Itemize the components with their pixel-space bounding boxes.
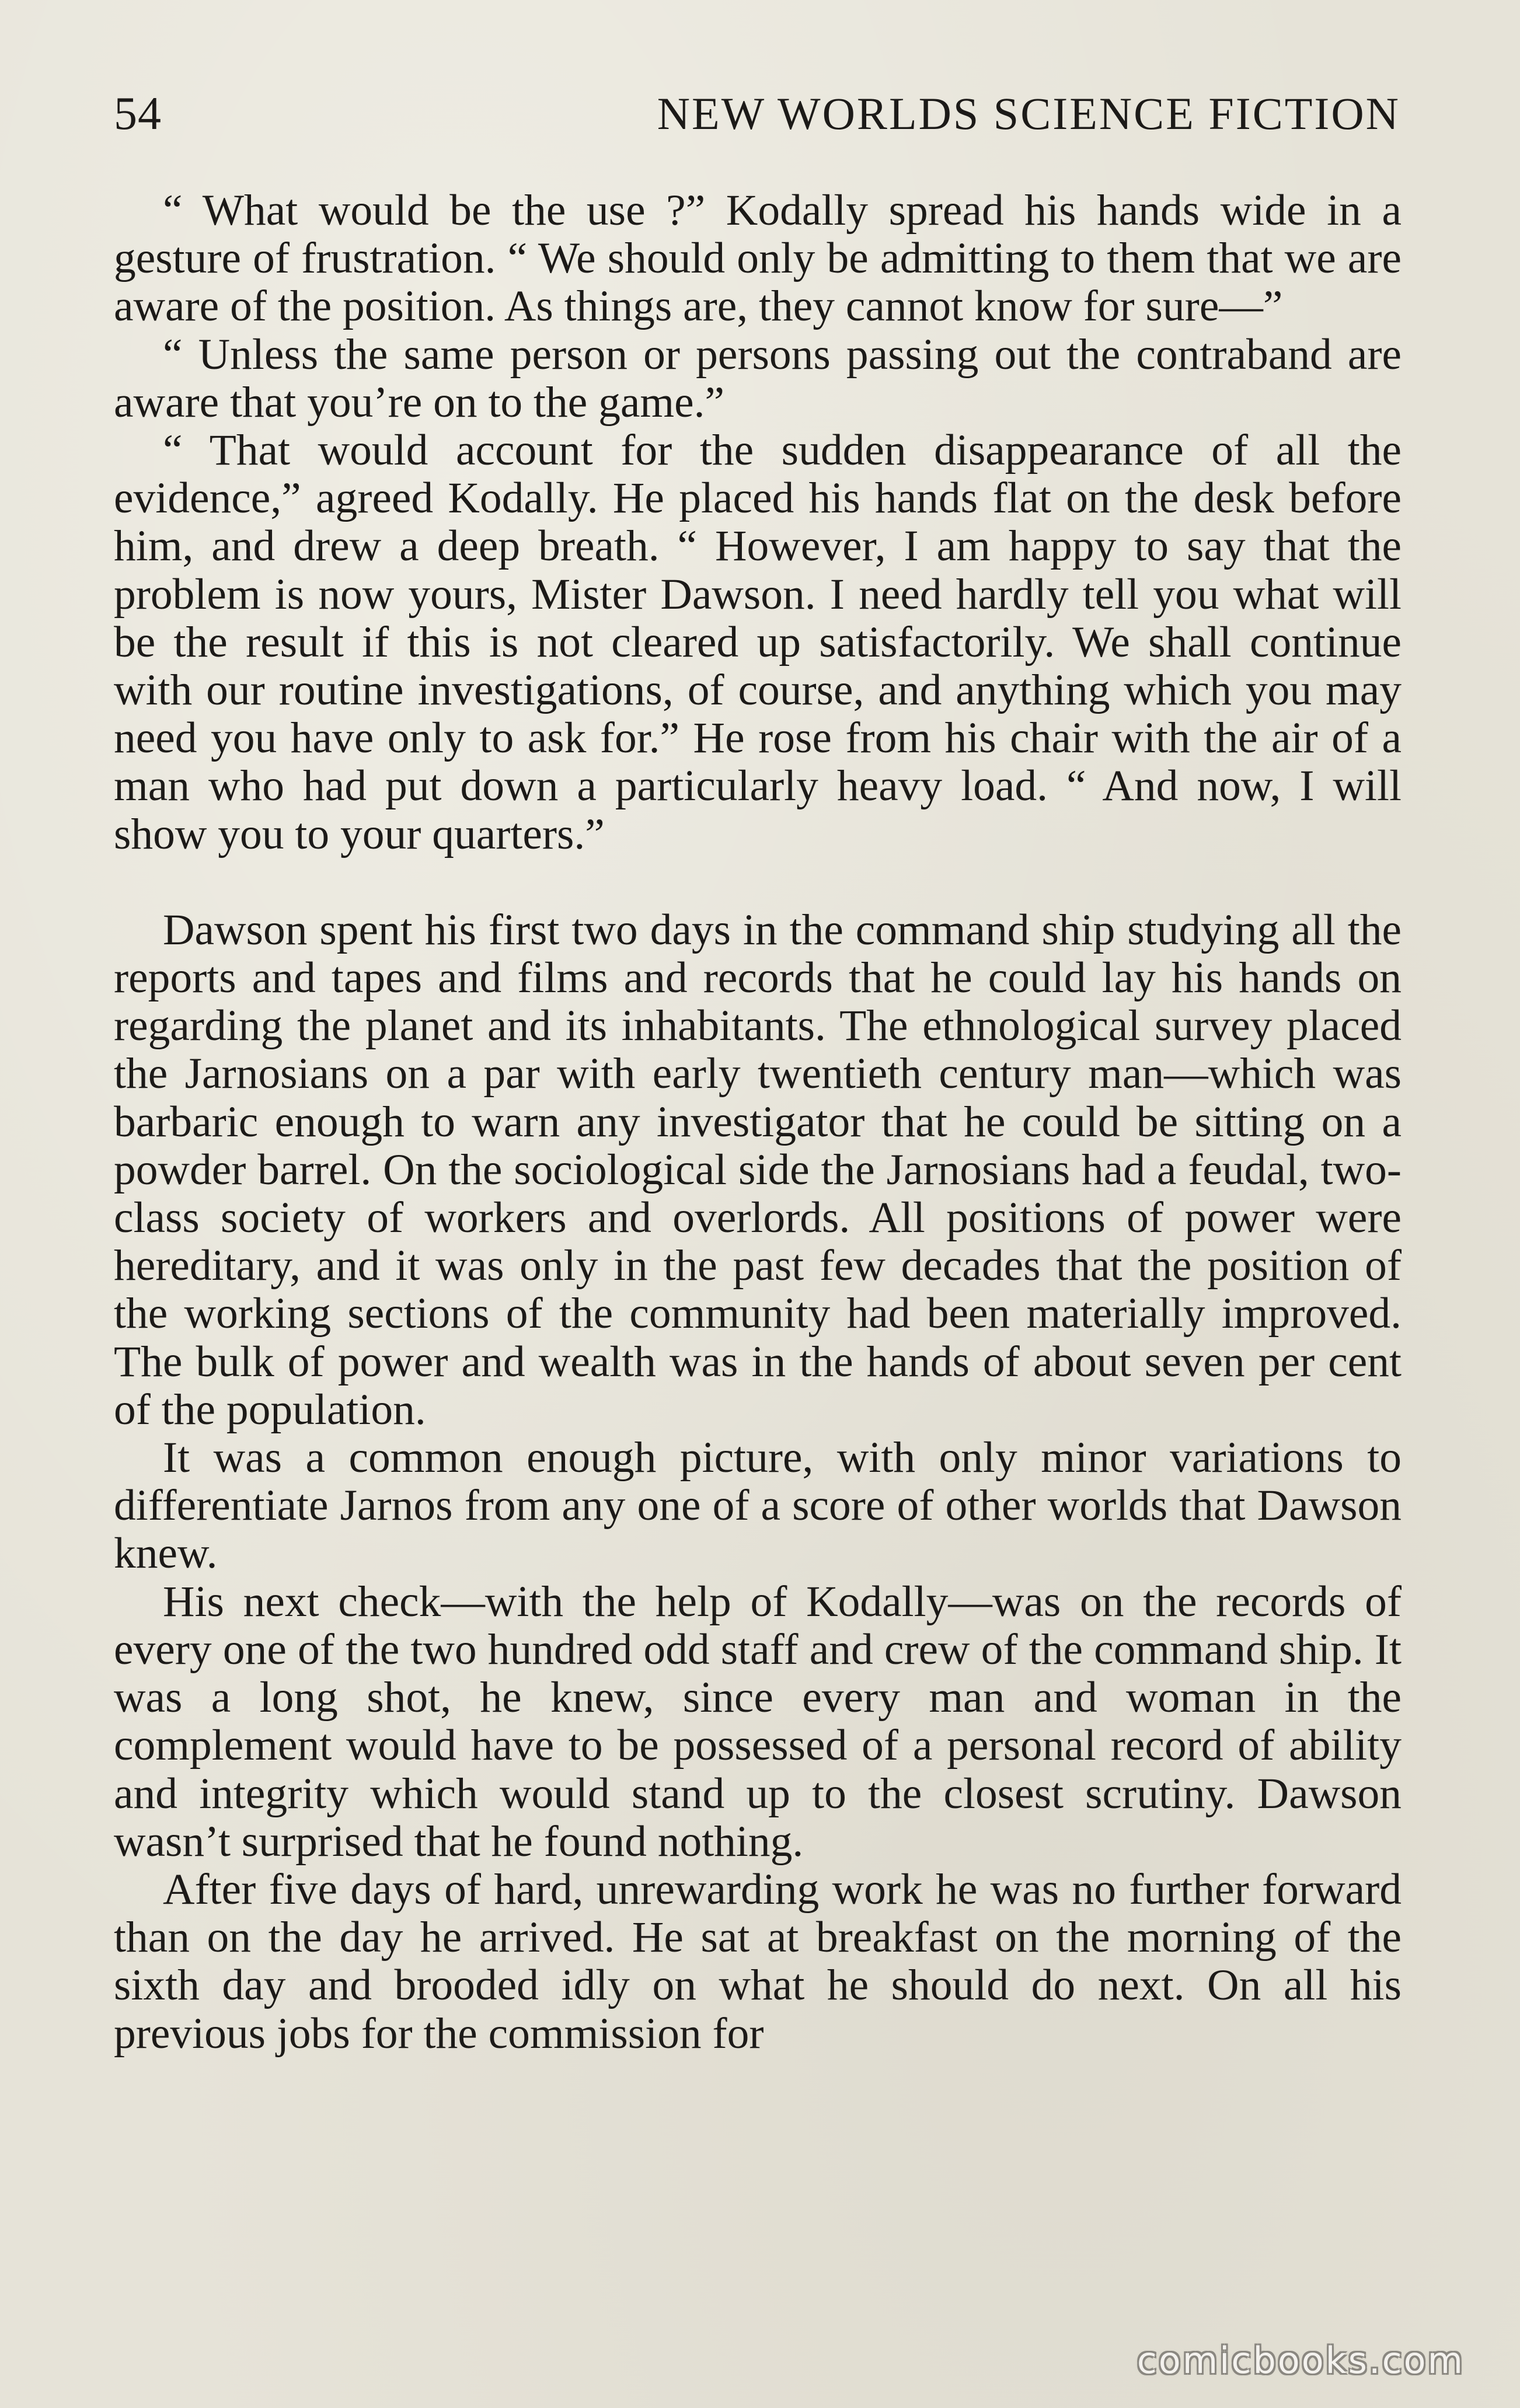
section-break	[114, 858, 1402, 906]
watermark: comicbooks.com	[1136, 2339, 1465, 2382]
paragraph: After five days of hard, unrewarding work he was no further forward than on the day he arrived. He sat at breakfast on the morning of the sixth day and brooded idly on what he should do next. On all his previous jobs for the commission for	[114, 1865, 1402, 2058]
body-text	[114, 187, 1402, 2058]
paragraph: “ What would be the use ?” Kodally spread his hands wide in a gesture of frustration. “ We should only be admitting to them that we are aware of the position. As things are, they cannot know for sure—”	[114, 186, 1402, 331]
page-number: 54	[114, 88, 162, 139]
paragraph: “ That would account for the sudden disappearance of all the evidence,” agreed Kodally. He placed his hands flat on the desk before him, and drew a deep breath. “ However, I am happy to say that the problem is now yours, Mister Dawson. I need hardly tell you what will be the result if this is not cleared up satisfactorily. We shall continue with our routine investigations, of course, and anything which you may need you have only to ask for.” He rose from his chair with the air of a man who had put down a particularly heavy load. “ And now, I will show you to your quarters.”	[114, 426, 1402, 858]
page-header	[114, 88, 1400, 152]
paragraph: “ Unless the same person or persons passing out the contraband are aware that you’re on to the game.”	[114, 330, 1402, 427]
paragraph: Dawson spent his first two days in the command ship studying all the reports and tapes and films and records that he could lay his hands on regarding the planet and its inhabitants. The ethnological survey placed the Jarnosians on a par with early twentieth century man—which was barbaric enough to warn any investigator that he could be sitting on a powder barrel. On the sociological side the Jarnosians had a feudal, two-class society of workers and overlords. All positions of power were hereditary, and it was only in the past few decades that the position of the working sections of the community had been materially improved. The bulk of power and wealth was in the hands of about seven per cent of the population.	[114, 905, 1402, 1434]
paragraph: It was a common enough picture, with only minor variations to differentiate Jarnos from any one of a score of other worlds that Dawson knew.	[114, 1433, 1402, 1578]
running-title: NEW WORLDS SCIENCE FICTION	[657, 88, 1400, 139]
paragraph: His next check—with the help of Kodally—was on the records of every one of the two hundred odd staff and crew of the command ship. It was a long shot, he knew, since every man and woman in the complement would have to be possessed of a personal record of ability and integrity which would stand up to the closest scrutiny. Dawson wasn’t surprised that he found nothing.	[114, 1577, 1402, 1866]
